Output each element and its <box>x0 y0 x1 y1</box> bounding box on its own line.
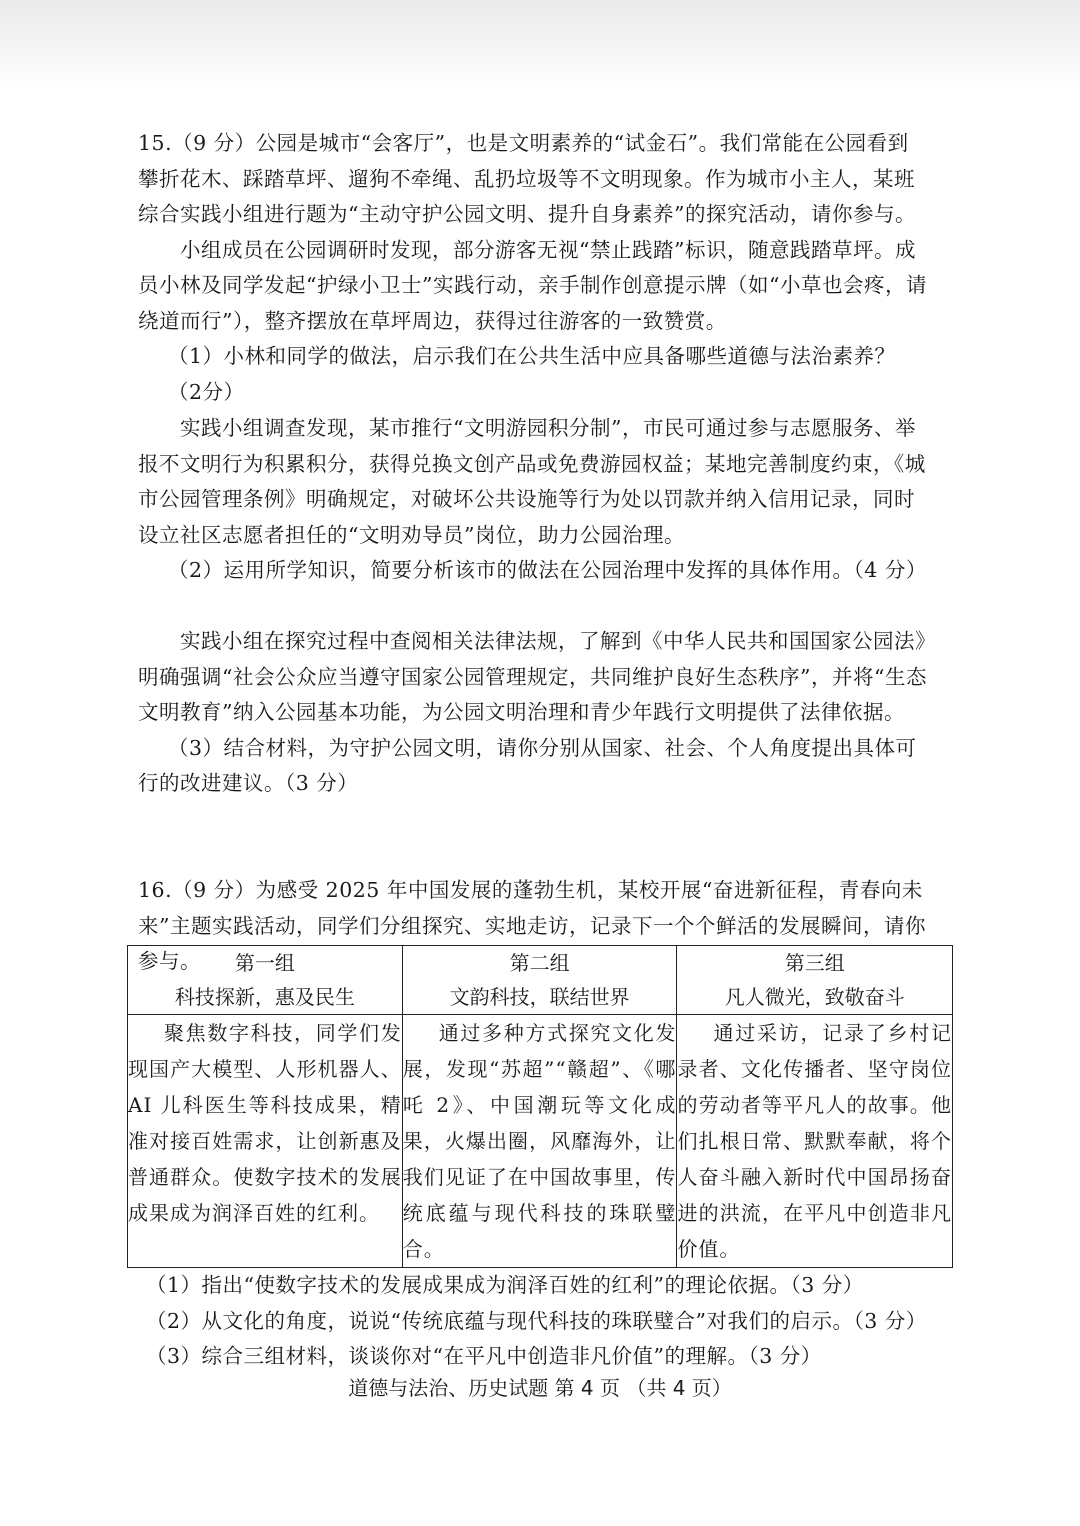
group-1-header <box>128 946 403 1015</box>
q15-question-3: （3）结合材料，为守护公园文明，请你分别从国家、社会、个人角度提出具体可行的改进建议。（3 分） <box>138 735 917 795</box>
q15-material-2: 实践小组调查发现，某市推行“文明游园积分制”，市民可通过参与志愿服务、举报不文明行为积累积分，获得兑换文创产品或免费游园权益；某地完善制度约束，《城市公园管理条例》明确规定，对破坏公共设施等行为处以罚款并纳入信用记录，同时设立社区志愿者担任的“文明劝导员”岗位，助力公园治理。 <box>138 416 926 547</box>
group-2-theme: 文韵科技，联结世界 <box>449 985 630 1009</box>
table-header-row <box>128 946 953 1015</box>
groups-table <box>127 945 953 1268</box>
q15-material-3: 实践小组在探究过程中查阅相关法律法规，了解到《中华人民共和国国家公园法》明确强调“社会公众应当遵守国家公园管理规定，共同维护良好生态秩序”，并将“生态文明教育”纳入公园基本功能，为公园文明治理和青少年践行文明提供了法律依据。 <box>138 629 927 724</box>
q15-part-2 <box>138 411 928 589</box>
group-1-content: 聚焦数字科技，同学们发现国产大模型、人形机器人、AI 儿科医生等科技成果，精准对接百姓需求，让创新惠及普通群众。使数字技术的发展成果成为润泽百姓的红利。 <box>128 1015 403 1268</box>
group-1-name: 第一组 <box>234 951 295 975</box>
q16-questions <box>146 1268 936 1375</box>
scan-shadow <box>0 0 1080 90</box>
q16-lead: 16.（9 分）为感受 2025 年中国发展的蓬勃生机，某校开展“奋进新征程，青春向未来”主题实践活动，同学们分组探究、实地走访，记录下一个个鲜活的发展瞬间，请你参与。 <box>138 878 926 973</box>
question-15 <box>138 126 928 410</box>
group-2-name: 第二组 <box>509 951 570 975</box>
group-3-theme: 凡人微光，致敬奋斗 <box>724 985 905 1009</box>
q15-question-1: （1）小林和同学的做法，启示我们在公共生活中应具备哪些道德与法治素养？（2分） <box>168 344 896 404</box>
page-footer: 道德与法治、历史试题 第 4 页 （共 4 页） <box>348 1376 732 1400</box>
q16-question-2: （2）从文化的角度，说说“传统底蕴与现代科技的珠联璧合”对我们的启示。（3 分） <box>146 1308 927 1333</box>
q15-question-2: （2）运用所学知识，简要分析该市的做法在公园治理中发挥的具体作用。（4 分） <box>168 558 927 582</box>
q15-material-1: 小组成员在公园调研时发现，部分游客无视“禁止践踏”标识，随意践踏草坪。成员小林及同学发起“护绿小卫士”实践行动，亲手制作创意提示牌（如“小草也会疼，请绕道而行”），整齐摆放在草坪周边，获得过往游客的一致赞赏。 <box>138 237 927 333</box>
q15-lead: 15.（9 分）公园是城市“会客厅”，也是文明素养的“试金石”。我们常能在公园看到攀折花木、踩踏草坪、遛狗不牵绳、乱扔垃圾等不文明现象。作为城市小主人，某班综合实践小组进行题为“主动守护公园文明、提升自身素养”的探究活动，请你参与。 <box>138 131 916 226</box>
group-2-header <box>402 946 677 1015</box>
group-2-content: 通过多种方式探究文化发展，发现“苏超”“赣超”、《哪吒 2》、中国潮玩等文化成果，火爆出圈，风靡海外，让我们见证了在中国故事里，传统底蕴与现代科技的珠联璧合。 <box>402 1015 677 1268</box>
group-3-name: 第三组 <box>784 951 845 975</box>
group-3-header <box>677 946 953 1015</box>
group-1-theme: 科技探新，惠及民生 <box>174 985 355 1009</box>
q15-part-3 <box>138 624 928 802</box>
group-3-content: 通过采访，记录了乡村记录者、文化传播者、坚守岗位的劳动者等平凡人的故事。他们扎根日常、默默奉献，将个人奋斗融入新时代中国昂扬奋进的洪流，在平凡中创造非凡价值。 <box>677 1015 953 1268</box>
table-content-row <box>128 1015 953 1268</box>
q16-question-3: （3）综合三组材料，谈谈你对“在平凡中创造非凡价值”的理解。（3 分） <box>146 1344 822 1368</box>
q16-question-1: （1）指出“使数字技术的发展成果成为润泽百姓的红利”的理论依据。（3 分） <box>146 1273 864 1297</box>
